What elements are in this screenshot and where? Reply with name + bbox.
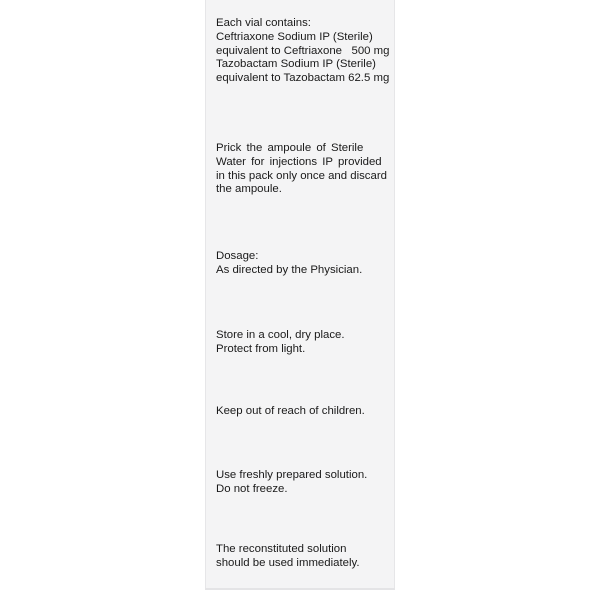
preparation-section xyxy=(216,469,392,497)
storage-line-1: Store in a cool, dry place. xyxy=(216,329,345,341)
ampoule-instruction-line-2: Water for injections IP provided xyxy=(216,155,382,168)
composition-line-tazobactam: Tazobactam Sodium IP (Sterile) xyxy=(216,58,376,71)
dosage-text: As directed by the Physician. xyxy=(216,263,363,276)
children-warning-text: Keep out of reach of children. xyxy=(216,405,365,417)
ampoule-instruction-line-3: in this pack only once and discard xyxy=(216,169,387,182)
dosage-heading: Dosage: xyxy=(216,250,259,262)
reconstitution-section xyxy=(216,543,392,571)
composition-heading: Each vial contains: xyxy=(216,17,311,29)
composition-line-tazobactam-strength: equivalent to Tazobactam 62.5 mg xyxy=(216,72,390,85)
composition-line-ceftriaxone: Ceftriaxone Sodium IP (Sterile) xyxy=(216,30,373,43)
ampoule-instruction-line-4: the ampoule. xyxy=(216,183,282,196)
storage-line-2: Protect from light. xyxy=(216,342,306,355)
preparation-line-1: Use freshly prepared solution. xyxy=(216,469,368,481)
storage-section xyxy=(216,329,392,357)
ampoule-instruction-line-1: Prick the ampoule of Sterile xyxy=(216,142,364,154)
reconstitution-line-2: should be used immediately. xyxy=(216,556,360,569)
ampoule-instruction-section xyxy=(216,142,392,197)
reconstitution-line-1: The reconstituted solution xyxy=(216,543,347,555)
composition-line-ceftriaxone-strength: equivalent to Ceftriaxone 500 mg xyxy=(216,44,390,57)
dosage-section xyxy=(216,250,392,278)
children-warning-section xyxy=(216,405,392,419)
preparation-line-2: Do not freeze. xyxy=(216,482,288,495)
carton-side-panel xyxy=(205,0,395,590)
composition-section xyxy=(216,17,392,86)
